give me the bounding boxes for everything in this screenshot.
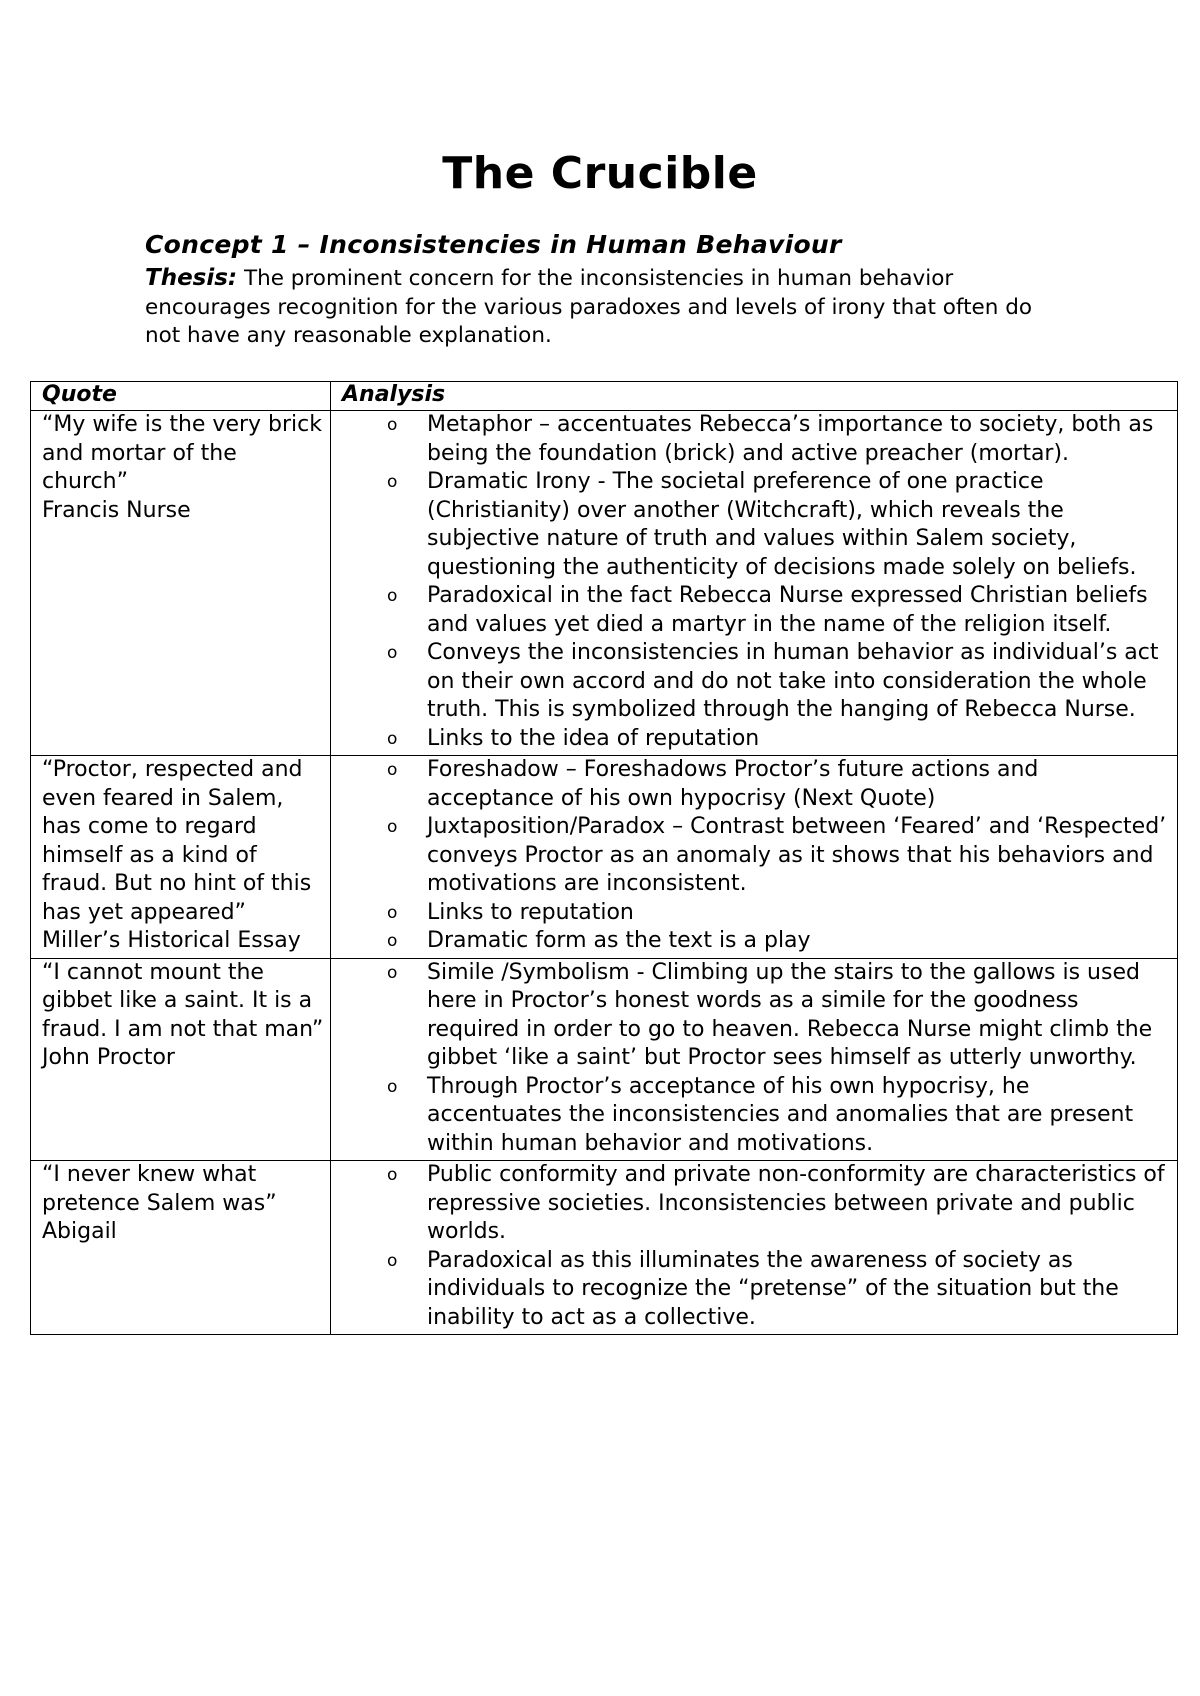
quote-text: “I never knew what pretence Salem was” xyxy=(42,1162,277,1216)
hollow-bullet-icon: o xyxy=(387,472,398,492)
thesis-label: Thesis: xyxy=(145,265,238,291)
hollow-bullet-icon: o xyxy=(387,962,398,983)
list-item xyxy=(387,1073,1171,1159)
document-title: The Crucible xyxy=(442,148,758,199)
list-item xyxy=(387,959,1171,1073)
list-item xyxy=(387,927,1171,956)
hollow-bullet-icon: o xyxy=(387,760,398,780)
quote-attribution: Francis Nurse xyxy=(42,497,191,523)
quote-cell xyxy=(31,1161,331,1335)
list-item xyxy=(387,582,1171,639)
list-item xyxy=(387,1247,1171,1333)
analysis-point-text: Metaphor – accentuates Rebecca’s importance to society, both as being the foundation (brick) and active preacher (mortar). xyxy=(427,412,1154,466)
hollow-bullet-icon: o xyxy=(387,1165,398,1185)
list-item xyxy=(387,468,1171,582)
hollow-bullet-icon: o xyxy=(387,902,398,923)
quote-cell xyxy=(31,756,331,959)
analysis-point-text: Dramatic form as the text is a play xyxy=(427,928,811,953)
analysis-point-text: Public conformity and private non-conformity are characteristics of repressive societies. Inconsistencies between private and public worlds. xyxy=(427,1162,1165,1244)
analysis-list xyxy=(342,411,1171,753)
list-item xyxy=(387,725,1171,754)
analysis-point-text: Through Proctor’s acceptance of his own hypocrisy, he accentuates the inconsistencies and anomalies that are present within human behavior and motivations. xyxy=(427,1073,1134,1156)
hollow-bullet-icon: o xyxy=(387,643,398,663)
analysis-cell xyxy=(331,958,1178,1161)
hollow-bullet-icon: o xyxy=(387,817,398,837)
quote-analysis-table xyxy=(30,381,1178,1335)
analysis-column-header: Analysis xyxy=(331,382,1178,411)
hollow-bullet-icon: o xyxy=(387,415,398,435)
list-item xyxy=(387,813,1171,899)
list-item xyxy=(387,411,1171,468)
quote-text: “I cannot mount the gibbet like a saint. It is a fraud. I am not that man” xyxy=(42,959,324,1042)
quote-attribution: Miller’s Historical Essay xyxy=(42,928,301,953)
analysis-cell xyxy=(331,1161,1178,1335)
hollow-bullet-icon: o xyxy=(387,931,398,951)
analysis-cell xyxy=(331,411,1178,756)
analysis-point-text: Paradoxical as this illuminates the awareness of society as individuals to recognize the “pretense” of the situation but the inability to act as a collective. xyxy=(427,1247,1119,1330)
table-row xyxy=(31,411,1178,756)
hollow-bullet-icon: o xyxy=(387,1076,398,1097)
hollow-bullet-icon: o xyxy=(387,586,398,606)
quote-cell xyxy=(31,958,331,1161)
analysis-point-text: Dramatic Irony - The societal preference of one practice (Christianity) over another (Witchcraft), which reveals the subjective nature of truth and values within Salem society, questioning the authenticity of decisions made solely on beliefs. xyxy=(427,469,1137,580)
analysis-point-text: Conveys the inconsistencies in human behavior as individual’s act on their own accord and do not take into consideration the whole truth. This is symbolized through the hanging of Rebecca Nurse. xyxy=(427,640,1159,722)
hollow-bullet-icon: o xyxy=(387,1250,398,1271)
hollow-bullet-icon: o xyxy=(387,728,398,749)
analysis-list xyxy=(342,1161,1171,1332)
table-body xyxy=(31,411,1178,1335)
list-item xyxy=(387,756,1171,813)
quote-text: “Proctor, respected and even feared in Salem, has come to regard himself as a kind of fraud. But no hint of this has yet appeared” xyxy=(42,757,312,925)
table-row xyxy=(31,1161,1178,1335)
quote-text: “My wife is the very brick and mortar of the church” xyxy=(42,412,323,494)
analysis-point-text: Links to reputation xyxy=(427,899,634,925)
analysis-point-text: Foreshadow – Foreshadows Proctor’s future actions and acceptance of his own hypocrisy (Next Quote) xyxy=(427,757,1039,811)
quote-cell xyxy=(31,411,331,756)
quote-attribution: John Proctor xyxy=(42,1045,175,1070)
thesis-text: The prominent concern for the inconsistencies in human behavior encourages recognition for the various paradoxes and levels of irony that often do not have any reasonable explanation. xyxy=(145,266,1033,348)
thesis-paragraph xyxy=(145,264,1065,351)
table-row xyxy=(31,756,1178,959)
concept-heading: Concept 1 – Inconsistencies in Human Behaviour xyxy=(145,230,842,259)
list-item xyxy=(387,899,1171,928)
analysis-cell xyxy=(331,756,1178,959)
list-item xyxy=(387,1161,1171,1247)
analysis-point-text: Paradoxical in the fact Rebecca Nurse expressed Christian beliefs and values yet died a martyr in the name of the religion itself. xyxy=(427,583,1148,637)
analysis-list xyxy=(342,959,1171,1159)
list-item xyxy=(387,639,1171,725)
analysis-point-text: Juxtaposition/Paradox – Contrast between ‘Feared’ and ‘Respected’ conveys Proctor as an anomaly as it shows that his behaviors and motivations are inconsistent. xyxy=(427,814,1167,896)
table-row xyxy=(31,958,1178,1161)
analysis-point-text: Links to the idea of reputation xyxy=(427,725,760,751)
table-header-row xyxy=(31,382,1178,411)
quote-column-header: Quote xyxy=(31,382,331,411)
analysis-list xyxy=(342,756,1171,956)
quote-attribution: Abigail xyxy=(42,1219,117,1244)
analysis-point-text: Simile /Symbolism - Climbing up the stairs to the gallows is used here in Proctor’s honest words as a simile for the goodness required in order to go to heaven. Rebecca Nurse might climb the gibbet ‘like a saint’ but Proctor sees himself as utterly unworthy. xyxy=(427,959,1153,1070)
